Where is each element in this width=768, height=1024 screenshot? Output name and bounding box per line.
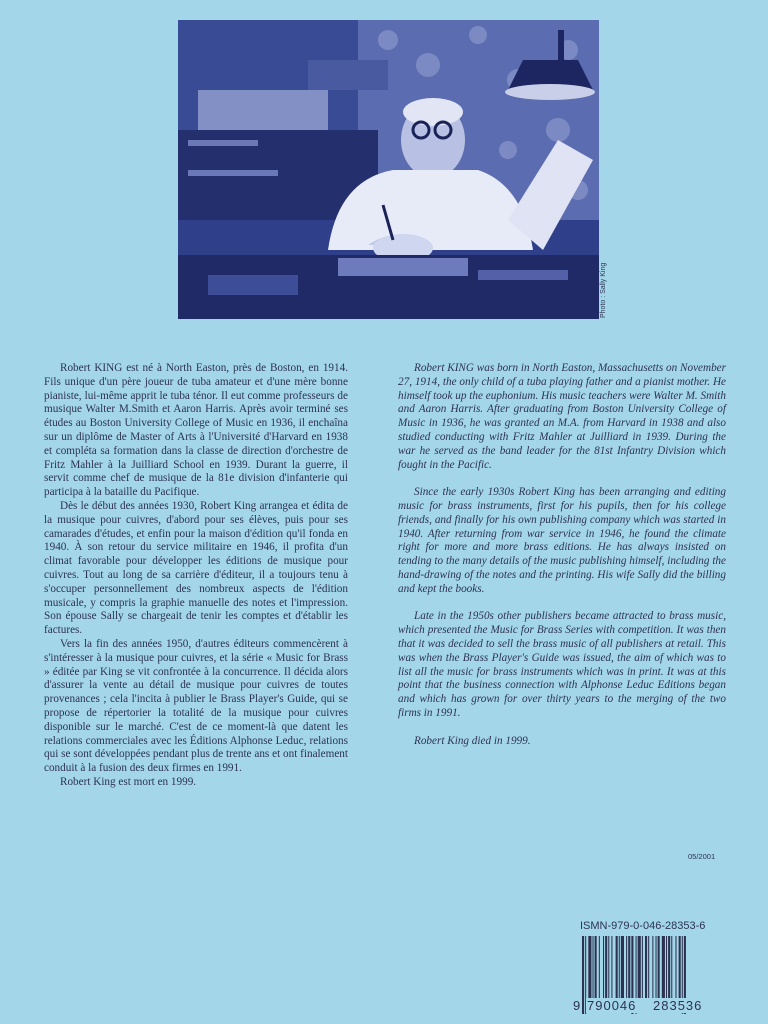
barcode-bar xyxy=(662,936,665,998)
barcode-bar xyxy=(593,936,594,998)
date-code: 05/2001 xyxy=(688,852,716,861)
french-paragraph: Robert King est mort en 1999. xyxy=(60,775,197,788)
barcode-bar xyxy=(626,936,627,998)
barcode-bar xyxy=(605,936,607,998)
french-column xyxy=(44,362,348,790)
barcode-bar xyxy=(616,936,618,998)
barcode-bar xyxy=(675,936,676,998)
barcode-bar xyxy=(679,936,681,998)
french-paragraph: Dès le début des années 1930, Robert King arrangea et édita de la musique pour cuivres, d'abord pour ses élèves, puis pour ses camarades d'études, et enfin pour la maison d'édition qu'il fonda en 1940. À son retour du service militaire en 1946, il profita d'un climat favorable pour développer les éditions de musique pour cuivres. Tout au long de sa carrière d'éditeur, il a toujours tenu à s'occuper personnellement des nombreux aspects de l'édition musicale, y compris la graphie manuelle des notes et l'impression. Son épouse Sally se chargeait de tenir les comptes et d'établir les factures. xyxy=(44,499,348,637)
english-column xyxy=(398,362,726,762)
photo-credit: Photo : Sally King xyxy=(600,262,607,318)
barcode-bar xyxy=(603,936,604,998)
barcode-lead-digit: 9 xyxy=(573,998,581,1013)
barcode-bar xyxy=(621,936,624,998)
portrait-photo-drawing xyxy=(178,20,599,319)
barcode-bar xyxy=(658,936,660,998)
barcode-bar xyxy=(645,936,647,998)
barcode-bar xyxy=(638,936,641,998)
english-paragraph: Robert KING was born in North Easton, Massachusetts on November 27, 1914, the only child of a tuba playing father and a pianist mother. He himself took up the euphonium. His music teachers were Walter M. Smith and Aaron Harris. After graduating from Boston University College of Music in 1936, he was granted an M.A. from Harvard in 1938 and also studied conducting with Fritz Mahler at Juilliard in 1939. During the war he served as the band leader for the 81st Infantry Division which fought in the Pacific. xyxy=(398,362,727,471)
barcode-bar xyxy=(611,936,612,998)
barcode-bar xyxy=(652,936,653,998)
portrait-photo xyxy=(178,20,599,319)
french-paragraph: Vers la fin des années 1950, d'autres éditeurs commencèrent à s'intéresser à la musique pour cuivres, et la série « Music for Brass » éditée par King se vit confrontée à la concurrence. Il décida alors d'assurer la vente au détail de musique pour cuivres de toutes provenances ; cela l'incita à publier le Brass Player's Guide, qui se propose de répertorier la totalité de la musique pour cuivres disponible sur le marché. C'est de ce moment-là que datent les relations commerciales avec les Éditions Alphonse Leduc, relations qui se sont développées pendant plus de trente ans et ont finalement conduit à la fusion des deux firmes en 1991. xyxy=(44,637,348,775)
barcode-bar xyxy=(666,936,667,998)
barcode-bar xyxy=(588,936,591,998)
barcode-bar xyxy=(595,936,597,998)
barcode-group-2: 283536 xyxy=(653,998,703,1013)
barcode-group-1: 790046 xyxy=(587,998,637,1013)
barcode-bar xyxy=(671,936,672,998)
ismn-number: ISMN-979-0-046-28353-6 xyxy=(580,920,706,932)
barcode-bar xyxy=(642,936,643,998)
barcode-bar xyxy=(608,936,609,998)
barcode-bar xyxy=(648,936,649,998)
english-paragraph: Late in the 1950s other publishers became attracted to brass music, which presented the Music for Brass Series with competition. It was then that it was decided to sell the brass music of all publishers at retail. This was when the Brass Player's Guide was issued, the aim of which was to list all the music for brass instruments which was in print. It was at this point that the business connection with Alphonse Leduc Editions began and which has grown for over thirty years to the merging of the two firms in 1991. xyxy=(398,610,726,719)
english-paragraph: Robert King died in 1999. xyxy=(414,734,531,747)
french-paragraph: Robert KING est né à North Easton, près de Boston, en 1914. Fils unique d'un père joueur de tuba amateur et d'une mère bonne pianiste, lui-même apprit le tuba ténor. Il eut comme professeurs de musique Walter M.Smith et Aaron Harris. Après avoir terminé ses études au Boston University College of Music en 1936, il enchaîna sur un diplôme de Master of Arts à l'Université d'Harvard en 1938 et compléta sa formation dans la classe de direction d'orchestre de Fritz Mahler à la Juilliard School en 1939. Durant la guerre, il servit comme chef de musique de la 81e division d'infanterie qui participa à la bataille du Pacifique. xyxy=(44,362,348,499)
barcode-bar xyxy=(619,936,620,998)
barcode-bar xyxy=(582,936,584,1014)
english-paragraph: Since the early 1930s Robert King has been arranging and editing music for brass instruments, first for his pupils, then for his college friends, and finally for his own publishing company which was started in 1940. After returning from war service in 1946, he found the climate right for more and more brass editions. He has always insisted on tending to the many details of the music publishing himself, including the hand-drawing of the notes and the printing. His wife Sally did the billing and kept the books. xyxy=(398,486,726,595)
barcode-bar xyxy=(668,936,670,998)
barcode-bar xyxy=(599,936,600,998)
barcode-bar xyxy=(656,936,657,998)
barcode-bar xyxy=(628,936,630,998)
